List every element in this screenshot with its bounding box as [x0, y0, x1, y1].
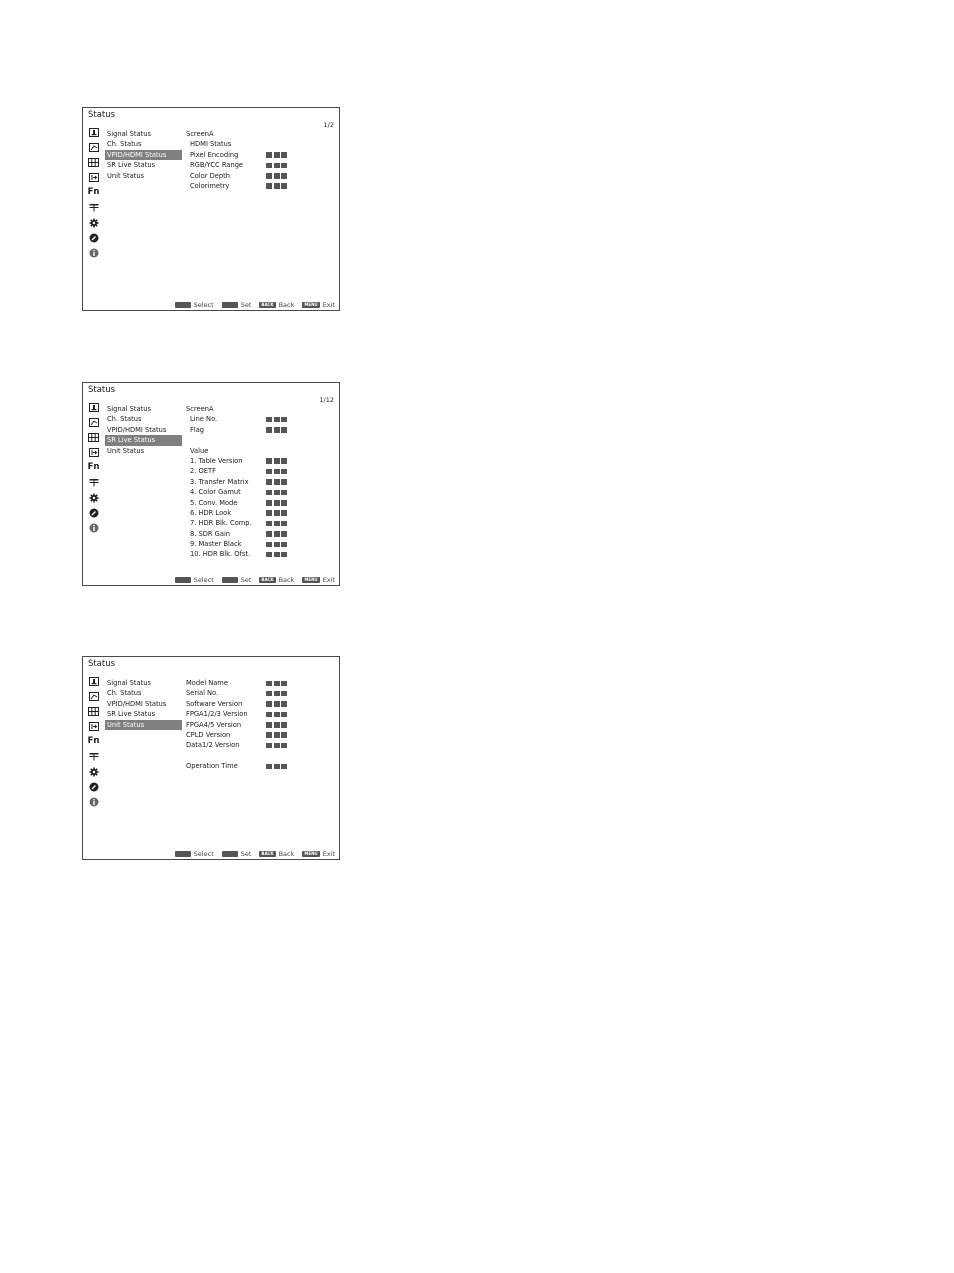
status-label: 8. SDR Gain — [190, 529, 231, 538]
status-value-placeholder — [266, 764, 287, 770]
back-hint[interactable] — [259, 301, 294, 309]
status-row — [186, 181, 336, 191]
status-value-placeholder — [266, 163, 287, 169]
menu-item[interactable]: Unit Status — [105, 720, 182, 730]
status-row — [186, 518, 336, 528]
menu-item[interactable]: Ch. Status — [107, 140, 142, 149]
status-menu — [105, 404, 182, 456]
status-value-placeholder — [266, 417, 287, 423]
select-hint[interactable] — [175, 576, 214, 584]
status-value-placeholder — [266, 701, 287, 707]
status-label: Serial No. — [186, 689, 219, 698]
picture-icon[interactable] — [87, 400, 100, 415]
icon-sidebar — [87, 125, 100, 260]
status-value-placeholder — [266, 152, 287, 158]
status-label: FPGA4/5 Version — [186, 720, 242, 729]
input-icon[interactable] — [87, 170, 100, 185]
info-icon[interactable] — [87, 245, 100, 260]
menu-item[interactable]: Signal Status — [107, 130, 151, 138]
status-menu — [105, 678, 182, 730]
icon-sidebar — [87, 400, 100, 535]
status-label: Model Name — [186, 679, 228, 687]
status-label: 1. Table Version — [190, 456, 243, 465]
status-value-placeholder — [266, 458, 287, 464]
back-key-icon: BACK — [261, 851, 274, 856]
status-screen — [82, 656, 340, 860]
status-value-placeholder — [266, 531, 287, 537]
status-row — [186, 435, 336, 445]
info-icon[interactable] — [87, 794, 100, 809]
status-label: 3. Transfer Matrix — [190, 477, 249, 486]
panel-title: Status — [88, 385, 116, 395]
back-hint[interactable] — [259, 576, 294, 584]
status-row — [186, 487, 336, 497]
status-row — [186, 150, 336, 160]
set-hint-label: Set — [240, 301, 252, 309]
status-row — [186, 129, 336, 139]
status-value-placeholder — [266, 743, 287, 749]
set-key-icon — [222, 851, 238, 857]
grid-icon[interactable] — [87, 155, 100, 170]
status-label: FPGA1/2/3 Version — [186, 710, 248, 719]
status-label: ScreenA — [186, 405, 214, 413]
exit-hint[interactable] — [302, 850, 335, 858]
back-key-icon: BACK — [261, 302, 274, 307]
dial-key-icon — [175, 302, 191, 308]
select-hint-label: Select — [193, 301, 214, 309]
menu-item[interactable]: Signal Status — [107, 405, 151, 413]
status-label: Color Depth — [190, 171, 230, 180]
footer-bar — [167, 301, 335, 309]
status-row — [186, 751, 336, 761]
menu-item[interactable]: VPID/HDMI Status — [105, 150, 182, 160]
menu-item[interactable]: Ch. Status — [107, 415, 142, 424]
status-row — [186, 688, 336, 698]
dial-key-icon — [175, 577, 191, 583]
status-value-placeholder — [266, 479, 287, 485]
menu-item[interactable]: Ch. Status — [107, 689, 142, 698]
status-value-placeholder — [266, 173, 287, 179]
status-content — [186, 404, 336, 560]
status-row — [186, 740, 336, 750]
status-row — [186, 477, 336, 487]
menu-key-icon: MENU — [304, 851, 318, 856]
wrench-icon[interactable] — [87, 779, 100, 794]
status-row — [186, 529, 336, 539]
status-row — [186, 678, 336, 688]
status-label: Line No. — [190, 415, 218, 424]
status-row — [186, 171, 336, 181]
status-row — [186, 456, 336, 466]
status-label: 10. HDR Blk. Ofst. — [190, 550, 251, 559]
icon-sidebar — [87, 674, 100, 809]
status-label: RGB/YCC Range — [190, 161, 244, 170]
status-value-placeholder — [266, 500, 287, 506]
status-row — [186, 730, 336, 740]
status-row — [186, 549, 336, 559]
menu-item[interactable]: SR Live Status — [105, 435, 182, 445]
status-label: 6. HDR Look — [190, 508, 232, 517]
status-label: 9. Master Black — [190, 540, 242, 549]
status-value-placeholder — [266, 183, 287, 189]
menu-key-icon: MENU — [304, 577, 318, 582]
fn-label: Fn — [87, 736, 100, 747]
status-label: HDMI Status — [190, 140, 232, 149]
status-row — [186, 709, 336, 719]
picture-icon[interactable] — [87, 674, 100, 689]
select-hint[interactable] — [175, 850, 214, 858]
fn-text-icon[interactable] — [87, 185, 100, 200]
status-value-placeholder — [266, 681, 287, 687]
fn-label: Fn — [87, 462, 100, 473]
panel-title: Status — [88, 110, 116, 120]
back-hint-label: Back — [278, 576, 295, 584]
status-row — [186, 720, 336, 730]
set-hint[interactable] — [222, 850, 252, 858]
gear-icon[interactable] — [87, 215, 100, 230]
status-row — [186, 446, 336, 456]
status-value-placeholder — [266, 521, 287, 527]
back-hint-label: Back — [278, 850, 295, 858]
wrench-icon[interactable] — [87, 505, 100, 520]
wrench-icon[interactable] — [87, 230, 100, 245]
set-key-icon — [222, 577, 238, 583]
display-icon[interactable] — [87, 475, 100, 490]
status-row — [186, 539, 336, 549]
status-value-placeholder — [266, 469, 287, 475]
exit-hint[interactable] — [302, 301, 335, 309]
status-value-placeholder — [266, 490, 287, 496]
footer-bar — [167, 576, 335, 584]
menu-item[interactable]: VPID/HDMI Status — [107, 699, 167, 708]
status-row — [186, 498, 336, 508]
status-label: 5. Conv. Mode — [190, 498, 238, 507]
input-icon[interactable] — [87, 719, 100, 734]
status-row — [186, 139, 336, 149]
panel-title: Status — [88, 659, 116, 669]
exit-hint-label: Exit — [322, 576, 335, 584]
status-value-placeholder — [266, 691, 287, 697]
display-icon[interactable] — [87, 200, 100, 215]
status-content — [186, 678, 336, 772]
set-key-icon — [222, 302, 238, 308]
gear-icon[interactable] — [87, 490, 100, 505]
status-value-placeholder — [266, 542, 287, 548]
menu-key-icon: MENU — [304, 302, 318, 307]
status-label: 4. Color Gamut — [190, 488, 241, 497]
select-hint-label: Select — [193, 576, 214, 584]
page-indicator: 1/2 — [323, 121, 334, 129]
status-label: Colorimetry — [190, 181, 230, 190]
image-adjust-icon[interactable] — [87, 140, 100, 155]
status-value-placeholder — [266, 427, 287, 433]
menu-item[interactable]: Unit Status — [107, 446, 145, 455]
status-row — [186, 425, 336, 435]
back-key-icon: BACK — [261, 577, 274, 582]
footer-bar — [167, 850, 335, 858]
exit-hint-label: Exit — [322, 301, 335, 309]
set-hint-label: Set — [240, 850, 252, 858]
status-label: CPLD Version — [186, 730, 231, 739]
picture-icon[interactable] — [87, 125, 100, 140]
status-label: Flag — [190, 425, 205, 434]
status-label: 2. OETF — [190, 467, 216, 476]
status-label: 7. HDR Blk. Comp. — [190, 519, 252, 528]
grid-icon[interactable] — [87, 430, 100, 445]
status-label: Pixel Encoding — [190, 150, 239, 159]
image-adjust-icon[interactable] — [87, 689, 100, 704]
menu-item[interactable]: SR Live Status — [107, 710, 156, 719]
status-row — [186, 699, 336, 709]
status-value-placeholder — [266, 510, 287, 516]
status-screen — [82, 382, 340, 586]
back-hint-label: Back — [278, 301, 295, 309]
set-hint[interactable] — [222, 301, 252, 309]
menu-item[interactable]: Signal Status — [107, 679, 151, 687]
status-label: Data1/2 Version — [186, 741, 240, 750]
select-hint-label: Select — [193, 850, 214, 858]
image-adjust-icon[interactable] — [87, 415, 100, 430]
page-indicator: 1/12 — [319, 396, 334, 404]
fn-text-icon[interactable] — [87, 460, 100, 475]
status-content — [186, 129, 336, 191]
status-value-placeholder — [266, 712, 287, 718]
status-value-placeholder — [266, 722, 287, 728]
menu-item[interactable]: Unit Status — [107, 171, 145, 180]
status-label: Value — [190, 446, 209, 455]
input-icon[interactable] — [87, 445, 100, 460]
status-label: Software Version — [186, 699, 243, 708]
select-hint[interactable] — [175, 301, 214, 309]
dial-key-icon — [175, 851, 191, 857]
status-value-placeholder — [266, 552, 287, 558]
status-row — [186, 761, 336, 771]
menu-item[interactable]: SR Live Status — [107, 161, 156, 170]
status-row — [186, 404, 336, 414]
status-row — [186, 508, 336, 518]
status-label: ScreenA — [186, 130, 214, 138]
status-screen — [82, 107, 340, 311]
status-value-placeholder — [266, 732, 287, 738]
display-icon[interactable] — [87, 749, 100, 764]
status-row — [186, 160, 336, 170]
back-hint[interactable] — [259, 850, 294, 858]
exit-hint[interactable] — [302, 576, 335, 584]
status-row — [186, 414, 336, 424]
fn-label: Fn — [87, 187, 100, 198]
gear-icon[interactable] — [87, 764, 100, 779]
info-icon[interactable] — [87, 520, 100, 535]
status-row — [186, 466, 336, 476]
set-hint[interactable] — [222, 576, 252, 584]
status-menu — [105, 129, 182, 181]
exit-hint-label: Exit — [322, 850, 335, 858]
menu-item[interactable]: VPID/HDMI Status — [107, 425, 167, 434]
status-label: Operation Time — [186, 762, 238, 771]
set-hint-label: Set — [240, 576, 252, 584]
fn-text-icon[interactable] — [87, 734, 100, 749]
grid-icon[interactable] — [87, 704, 100, 719]
